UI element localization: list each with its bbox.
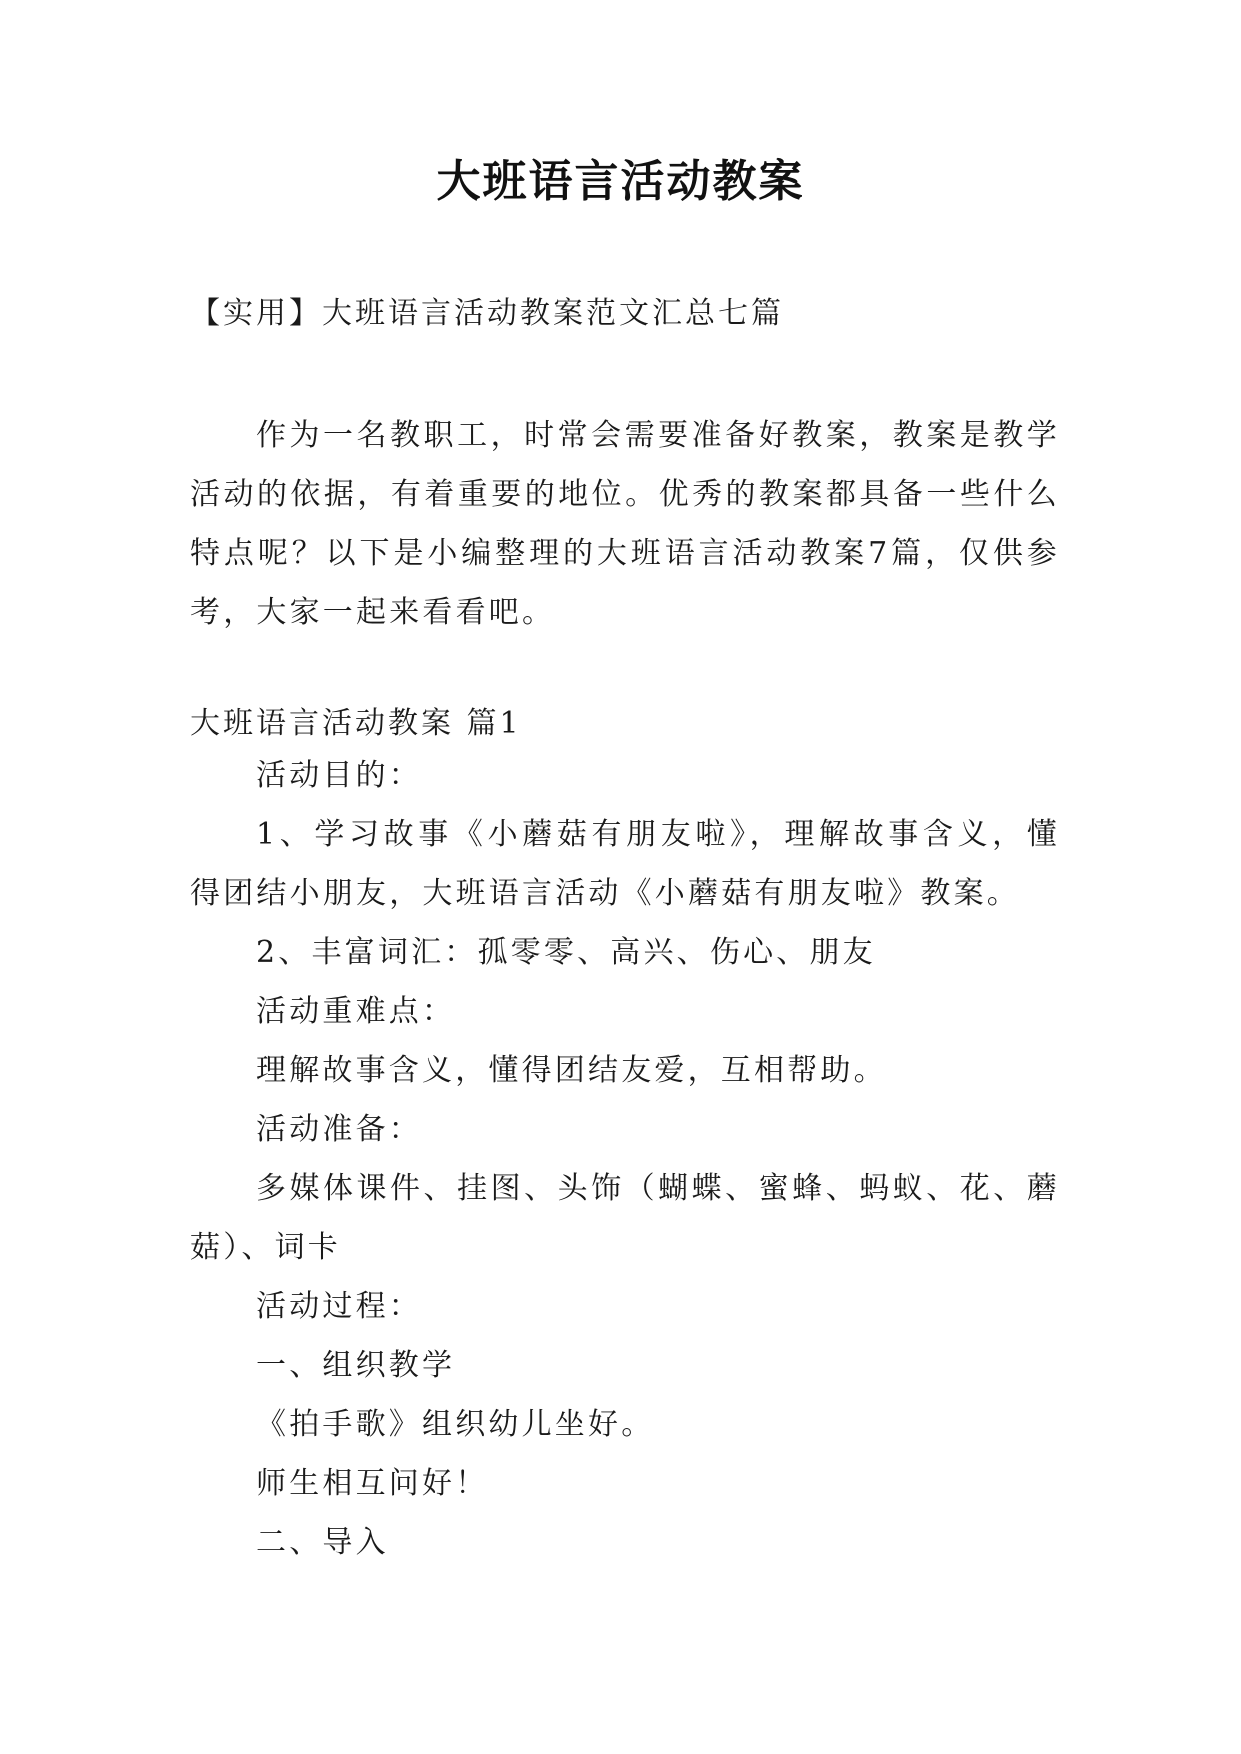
paragraph: 师生相互问好！ [256,1466,489,1501]
paragraph: 二、导入 [256,1525,389,1560]
paragraph: 活动重难点： [256,994,456,1029]
paragraph: 《拍手歌》组织幼儿坐好。 [256,1407,655,1442]
paragraph: 活动目的： [256,758,422,793]
paragraph: 活动准备： [256,1112,422,1147]
paragraph: 活动过程： [256,1289,422,1324]
intro-paragraph: 作为一名教职工，时常会需要准备好教案，教案是教学活动的依据，有着重要的地位。优秀的教案都具备一些什么特点呢？以下是小编整理的大班语言活动教案7篇，仅供参考，大家一起来看看吧。 [190,418,1060,630]
paragraph: 理解故事含义，懂得团结友爱，互相帮助。 [256,1053,887,1088]
document-title: 大班语言活动教案 [436,156,805,207]
section-body [190,746,1060,1572]
paragraph: 多媒体课件、挂图、头饰（蝴蝶、蜜蜂、蚂蚁、花、蘑菇）、词卡 [190,1171,1060,1265]
section-heading: 大班语言活动教案 篇1 [190,706,522,741]
paragraph: 2、丰富词汇：孤零零、高兴、伤心、朋友 [256,935,876,970]
document-subtitle: 【实用】大班语言活动教案范文汇总七篇 [190,296,784,331]
paragraph: 一、组织教学 [256,1348,456,1383]
paragraph: 1、学习故事《小蘑菇有朋友啦》，理解故事含义，懂得团结小朋友，大班语言活动《小蘑菇有朋友啦》教案。 [190,817,1060,911]
